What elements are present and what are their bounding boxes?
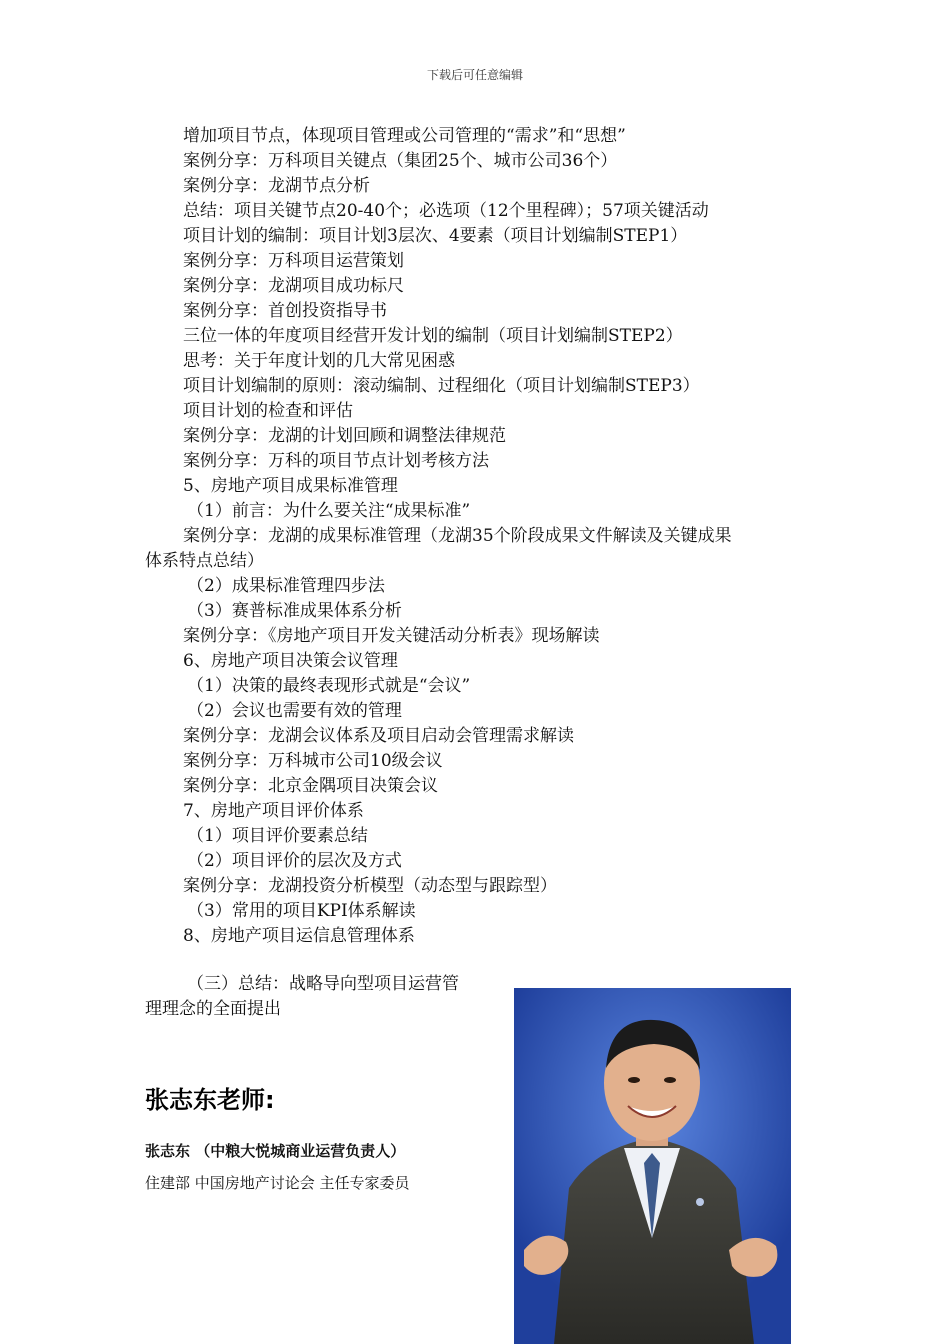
outline-line: （2）成果标准管理四步法 [187, 576, 385, 596]
outline-line: （3）常用的项目KPI体系解读 [187, 901, 416, 921]
summary-line-1: （三）总结：战略导向型项目运营管 [187, 974, 459, 994]
outline-line: （3）赛普标准成果体系分析 [187, 601, 402, 621]
outline-line: 案例分享：龙湖节点分析 [183, 176, 370, 196]
section-heading: 8、房地产项目运信息管理体系 [183, 926, 415, 946]
outline-line: 案例分享：万科项目运营策划 [183, 251, 404, 271]
outline-line: 项目计划编制的原则：滚动编制、过程细化（项目计划编制STEP3） [183, 376, 700, 396]
summary-paragraph [145, 972, 515, 1022]
outline-line: 案例分享：龙湖会议体系及项目启动会管理需求解读 [183, 726, 574, 746]
outline-line: 案例分享：万科城市公司10级会议 [183, 751, 443, 771]
summary-line-2: 理理念的全面提出 [145, 999, 281, 1019]
outline-line: 案例分享：北京金隅项目决策会议 [183, 776, 438, 796]
outline-line: 项目计划的检查和评估 [183, 401, 353, 421]
outline-line: （1）项目评价要素总结 [187, 826, 368, 846]
outline-line: 案例分享：《房地产项目开发关键活动分析表》现场解读 [183, 626, 600, 646]
outline-line: （1）前言：为什么要关注“成果标准” [187, 501, 471, 521]
section-heading: 6、房地产项目决策会议管理 [183, 651, 398, 671]
outline-line: 案例分享：首创投资指导书 [183, 301, 387, 321]
outline-line: （2）会议也需要有效的管理 [187, 701, 402, 721]
outline-line: 案例分享：万科的项目节点计划考核方法 [183, 451, 489, 471]
outline-line: 案例分享：龙湖投资分析模型（动态型与跟踪型） [183, 876, 557, 896]
outline-line: 案例分享：万科项目关键点（集团25个、城市公司36个） [183, 151, 618, 171]
teacher-title: 张志东老师: [145, 1086, 275, 1114]
outline-line: 项目计划的编制：项目计划3层次、4要素（项目计划编制STEP1） [183, 226, 688, 246]
outline-line: 体系特点总结） [145, 551, 264, 571]
teacher-photo [514, 988, 791, 1344]
outline-line: 案例分享：龙湖的计划回顾和调整法律规范 [183, 426, 506, 446]
teacher-description: 住建部 中国房地产讨论会 主任专家委员 [145, 1174, 410, 1192]
outline-body [145, 124, 825, 949]
outline-line: 增加项目节点，体现项目管理或公司管理的“需求”和“思想” [183, 126, 626, 146]
outline-line: 总结：项目关键节点20-40个；必选项（12个里程碑）；57项关键活动 [183, 201, 709, 221]
section-heading: 7、房地产项目评价体系 [183, 801, 364, 821]
section-heading: 5、房地产项目成果标准管理 [183, 476, 398, 496]
outline-line: 案例分享：龙湖项目成功标尺 [183, 276, 404, 296]
teacher-name: 张志东 （中粮大悦城商业运营负责人） [145, 1142, 406, 1160]
teacher-portrait-illustration [514, 988, 791, 1344]
outline-line: （1）决策的最终表现形式就是“会议” [187, 676, 471, 696]
outline-line: 思考：关于年度计划的几大常见困惑 [183, 351, 455, 371]
outline-line: 三位一体的年度项目经营开发计划的编制（项目计划编制STEP2） [183, 326, 683, 346]
outline-line: （2）项目评价的层次及方式 [187, 851, 402, 871]
page-header: 下载后可任意编辑 [426, 68, 523, 82]
outline-line: 案例分享：龙湖的成果标准管理（龙湖35个阶段成果文件解读及关键成果 [183, 526, 732, 546]
